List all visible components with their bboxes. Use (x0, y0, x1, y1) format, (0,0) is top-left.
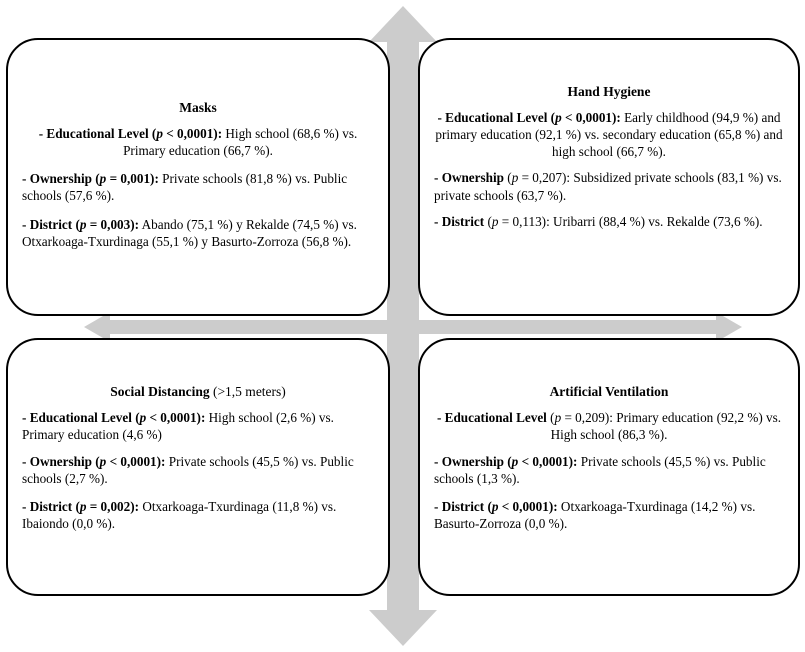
p-symbol: p (79, 216, 87, 232)
p-symbol: p (99, 171, 107, 187)
finding-label: - Ownership (434, 170, 504, 186)
p-value: < 0,0001) (146, 409, 201, 425)
p-value: < 0,0001) (162, 125, 218, 141)
finding-body: Otxarkoaga-Txurdinaga (11,8 %) vs. Ibaiondo (0,0 %). (22, 498, 337, 531)
finding-colon: : (154, 171, 159, 187)
finding-colon: : (573, 454, 578, 470)
quadrant-title-bold: Artificial Ventilation (549, 384, 669, 399)
quadrant-title-artificial-ventilation (434, 384, 784, 401)
p-symbol: p (491, 498, 499, 514)
finding-colon: : (134, 216, 140, 232)
finding-colon: : (553, 498, 558, 514)
finding-label: - Educational Level ( (437, 109, 556, 125)
finding-label: - District ( (434, 498, 492, 514)
p-symbol: p (139, 409, 147, 425)
p-value: = 0,113) (498, 213, 547, 229)
finding-label: - Educational Level (436, 409, 547, 425)
p-symbol: p (511, 454, 519, 470)
p-value: < 0,0001) (518, 454, 574, 470)
finding-body: Abando (75,1 %) y Rekalde (74,5 %) vs. Otxarkoaga-Txurdinaga (55,1 %) y Basurto-Zorroza (56,8 %). (22, 216, 357, 249)
finding-body: Primary education (92,2 %) vs. High school (86,3 %). (550, 409, 782, 443)
finding-ownership (22, 453, 374, 487)
finding-colon: : (134, 498, 140, 514)
finding-colon: : (546, 213, 550, 229)
finding-body: High school (68,6 %) vs. Primary education (66,7 %). (123, 125, 358, 159)
p-symbol: p (491, 213, 499, 229)
finding-colon: : (161, 454, 166, 470)
finding-body: Subsidized private schools (83,1 %) vs. private schools (63,7 %). (434, 170, 782, 203)
p-value: < 0,0001) (561, 109, 617, 125)
finding-label: - District (434, 213, 485, 229)
finding-educational-level: - Educational Level (p = 0,209): Primary education (92,2 %) vs. High school (86,3 %). (436, 409, 782, 443)
p-value: = 0,003) (86, 216, 135, 232)
p-value: < 0,0001) (498, 498, 554, 514)
finding-ownership: - Ownership (p = 0,207): Subsidized private schools (83,1 %) vs. private schools (63,7 %). (434, 170, 782, 203)
p-symbol: p (99, 454, 107, 470)
p-symbol: p (156, 125, 163, 141)
finding-ownership (22, 170, 374, 204)
quadrant-artificial-ventilation (418, 338, 800, 596)
finding-colon: : (566, 170, 571, 186)
quadrant-title-social-distancing (22, 384, 374, 401)
quadrant-title-rest: (>1,5 meters) (209, 384, 286, 399)
p-value: = 0,001) (106, 171, 155, 187)
finding-label: - Ownership ( (22, 171, 100, 187)
finding-ownership (434, 453, 784, 487)
finding-district (22, 216, 374, 250)
finding-educational-level (434, 109, 784, 160)
finding-body: High school (2,6 %) vs. Primary education (4,6 %) (22, 409, 334, 443)
p-value: < 0,0001) (106, 454, 162, 470)
finding-label: - Ownership ( (434, 454, 512, 470)
quadrant-title-bold: Social Distancing (110, 384, 210, 399)
finding-colon: : (609, 409, 613, 425)
finding-body: Private schools (45,5 %) vs. Public schools (2,7 %). (22, 454, 354, 487)
p-value: = 0,207) (518, 170, 567, 186)
finding-label: - Educational Level ( (22, 409, 140, 425)
p-symbol: p (79, 498, 87, 514)
quadrant-hand-hygiene (418, 38, 800, 316)
quadrant-title-bold: Hand Hygiene (567, 84, 651, 99)
finding-colon: : (200, 409, 206, 425)
finding-body: Private schools (45,5 %) vs. Public schools (1,3 %). (434, 454, 766, 487)
p-value: = 0,002) (86, 498, 135, 514)
finding-colon: : (616, 109, 621, 125)
quadrant-title-bold: Masks (179, 100, 217, 115)
quadrant-title-masks (22, 100, 374, 117)
finding-body: Otxarkoaga-Txurdinaga (14,2 %) vs. Basurto-Zorroza (0,0 %). (434, 498, 756, 531)
finding-colon: : (217, 125, 223, 141)
p-symbol: p (555, 109, 562, 125)
finding-label: - Ownership ( (22, 454, 100, 470)
finding-district (22, 498, 374, 532)
quadrant-social-distancing (6, 338, 390, 596)
finding-educational-level (22, 125, 374, 159)
finding-label: - Educational Level ( (38, 125, 157, 141)
p-symbol: p (554, 409, 562, 425)
finding-district (434, 498, 784, 532)
p-value: = 0,209) (561, 409, 610, 425)
quadrant-title-hand-hygiene (434, 84, 784, 101)
quadrant-masks (6, 38, 390, 316)
finding-district: - District (p = 0,113): Uribarri (88,4 %) vs. Rekalde (73,6 %). (434, 213, 763, 229)
p-symbol: p (511, 170, 519, 186)
finding-body: Uribarri (88,4 %) vs. Rekalde (73,6 %). (549, 213, 763, 229)
finding-educational-level (22, 409, 374, 443)
finding-label: - District ( (22, 498, 80, 514)
finding-label: - District ( (22, 216, 80, 232)
finding-body: Early childhood (94,9 %) and primary education (92,1 %) vs. secondary education (65,8 %) and high school (66,7 %). (435, 109, 783, 160)
finding-body: Private schools (81,8 %) vs. Public schools (57,6 %). (22, 171, 348, 204)
